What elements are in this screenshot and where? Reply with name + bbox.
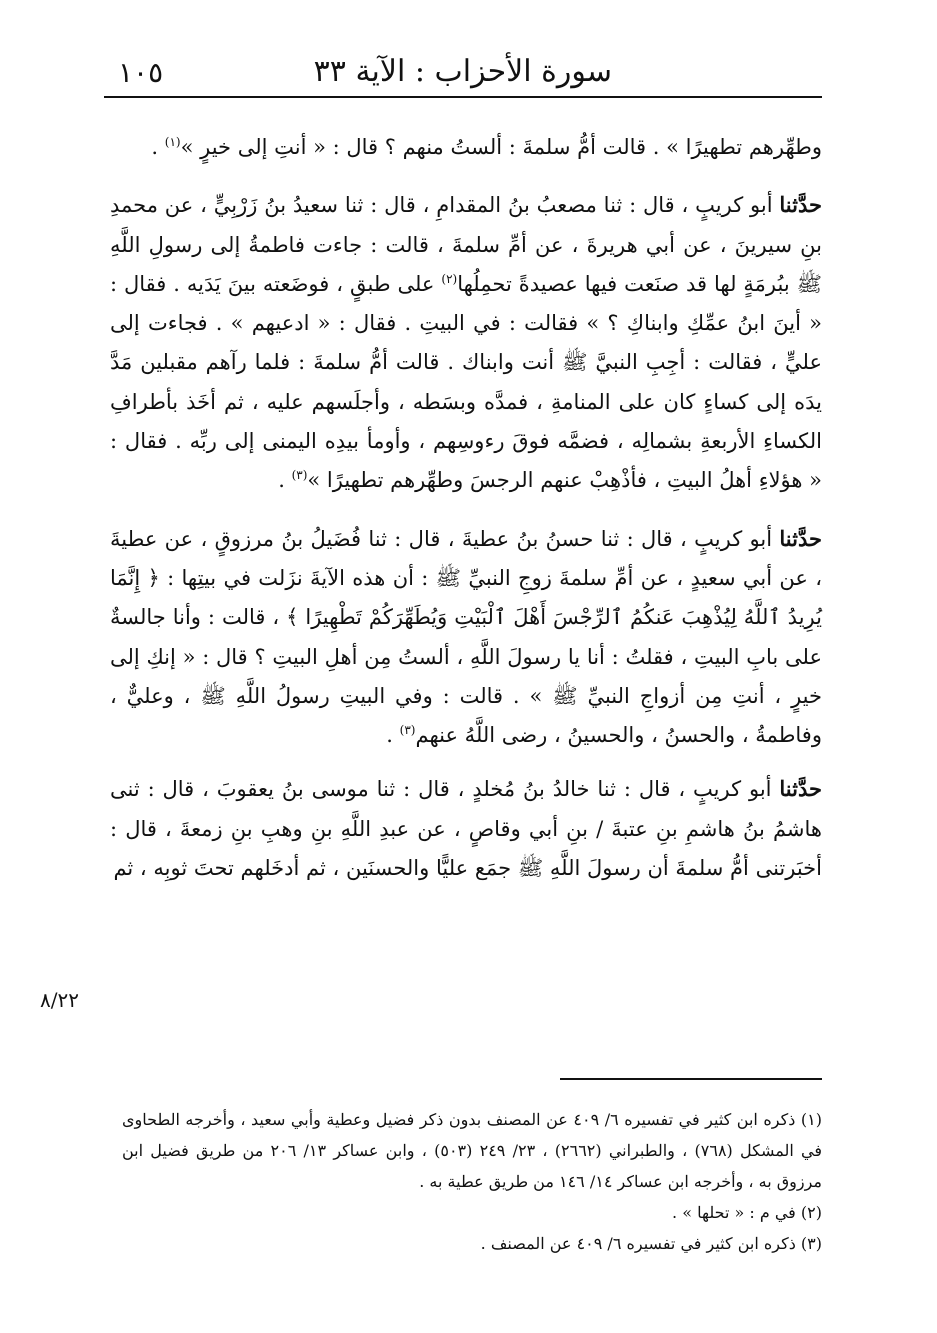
paragraph-2 [110, 185, 822, 500]
footnote-3: (٣) ذكره ابن كثير في تفسيره ٦/ ٤٠٩ عن المصنف . [480, 1234, 822, 1253]
paragraph-3-text-a: أبو كريبٍ ، قال : ثنا حسنُ بنُ عطيةَ ، قال : ثنا فُضَيلُ بنُ مرزوقٍ ، عن عطيةَ ، عن أبي سعيدٍ ، عن أمِّ سلمةَ زوجِ النبيِّ ﷺ : أن هذه الآيةَ نزَلت في بيتِها : [110, 526, 822, 590]
footnote-2: (٢) في م : « تحلها » . [672, 1203, 822, 1222]
footnote-ref-3b[interactable]: (٣) [399, 723, 416, 738]
margin-volume-page-note: ٨/٢٢ [40, 988, 79, 1012]
hadith-lead-3: حدَّثنا [779, 525, 822, 551]
footnote-ref-2[interactable]: (٢) [441, 271, 458, 286]
paragraph-4 [110, 769, 822, 888]
footnote-1: (١) ذكره ابن كثير في تفسيره ٦/ ٤٠٩ عن المصنف بدون ذكر فضيل وعطية وأبي سعيد ، وأخرجه الطحاوى في المشكل (٧٦٨) ، والطبراني (٢٦٦٢) ، ٢٣/ ٢٤٩ (٥٠٣) ، وابن عساكر ١٣/ ٢٠٦ من طريق فضيل ابن مرزوق به ، وأخرجه ابن عساكر ١٤/ ١٤٦ من طريق عطية به . [122, 1110, 823, 1191]
main-text [110, 128, 822, 888]
page-number: ١٠٥ [118, 56, 164, 89]
footnote-ref-3a[interactable]: (٣) [291, 468, 308, 483]
paragraph-4-text: أبو كريبٍ ، قال : ثنا خالدُ بنُ مُخلدٍ ، قال : ثنا موسى بنُ يعقوبَ ، قال : ثنى هاشمُ بنُ هاشمِ بنِ عتبةَ / بنِ أبي وقاصٍ ، عن عبدِ اللَّهِ بنِ وهبِ بنِ زمعةَ ، قال : أخبَرتنى أمُّ سلمةَ أن رسولَ اللَّهِ ﷺ جمَع عليًّا والحسنَين ، ثم أدخَلهم تحتَ ثوبِه ، ثم [110, 777, 822, 881]
paragraph-2-text-a: أبو كريبٍ ، قال : ثنا مصعبُ بنُ المقدامِ ، قال : ثنا سعيدُ بنُ زَرْبِيٍّ ، عن محمدِ بنِ سيرينَ ، عن أبي هريرةَ ، عن أمِّ سلمةَ ، قالت : جاءت فاطمةُ إلى رسولِ اللَّهِ ﷺ ببُرمَةٍ لها قد صنَعت فيها عصيدةً تحمِلُها [110, 193, 822, 296]
paragraph-1-end: . [151, 135, 165, 159]
paragraph-2-text-b: على طبقٍ ، فوضَعته بينَ يَدَيه . فقال : « أينَ ابنُ عمِّكِ وابناكِ ؟ » فقالت : في البيتِ . فقال : « ادعيهم » . فجاءت إلى عليٍّ ، فقالت : أجِبِ النبيَّ ﷺ أنت وابناك . قالت أمُّ سلمةَ : فلما رآهم مقبلين مَدَّ يدَه إلى كساءٍ كان على المنامةِ ، فمدَّه وبسَطه ، وأجلَسهم عليه ، ثم أخَذ بأطرافِ الكساءِ الأربعةِ بشمالِه ، فضمَّه فوقَ رءوسِهم ، وأومأ بيدِه اليمنى إلى ربِّه . فقال : « هؤلاءِ أهلُ البيتِ ، فأذْهِبْ عنهم الرجسَ وطهِّرهم تطهيرًا » [110, 271, 822, 493]
paragraph-3-end: . [386, 723, 400, 748]
paragraph-3 [110, 519, 822, 756]
paragraph-1-text: وطهِّرهم تطهيرًا » . قالت أمُّ سلمةَ : ألستُ منهم ؟ قال : « أنتِ إلى خيرٍ » [180, 135, 822, 159]
paragraph-2-end: . [278, 468, 292, 493]
footnotes [122, 1104, 822, 1259]
quran-verse: ﴿ إِنَّمَا يُرِيدُ ٱللَّهُ لِيُذْهِبَ عَنكُمُ ٱلرِّجْسَ أَهْلَ ٱلْبَيْتِ وَيُطَهِّرَكُمْ تَطْهِيرًا ﴾ [110, 565, 822, 630]
running-title: سورة الأحزاب : الآية ٣٣ [313, 54, 612, 89]
footnote-ref-1[interactable]: (١) [164, 135, 181, 149]
paragraph-1 [110, 128, 822, 167]
paragraph-3-text-b: ، قالت : وأنا جالسةٌ على بابِ البيتِ ، فقلتُ : أنا يا رسولَ اللَّهِ ، ألستُ مِن أهلِ البيتِ ؟ قال : « إنكِ إلى خيرٍ ، أنتِ مِن أزواجِ النبيِّ ﷺ » . قالت : وفي البيتِ رسولُ اللَّهِ ﷺ ، وعليٌّ ، وفاطمةُ ، والحسنُ ، والحسينُ ، رضى اللَّهُ عنهم [110, 605, 822, 748]
hadith-lead-2: حدَّثنا [779, 192, 822, 218]
hadith-lead-4: حدَّثنا [779, 776, 822, 802]
page-header [104, 52, 822, 98]
footnote-divider [560, 1078, 822, 1080]
